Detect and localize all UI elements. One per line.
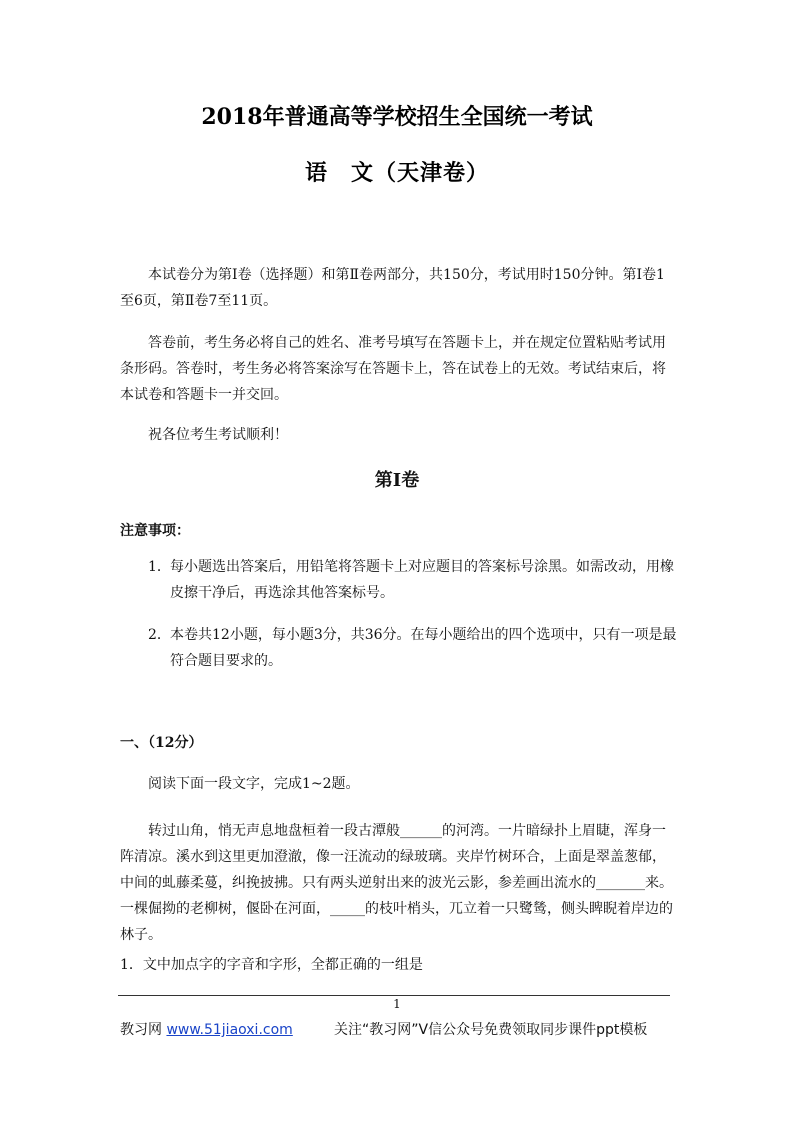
footer-brand-label: 教习网 [120,1022,162,1038]
reading-passage: 转过山角，悄无声息地盘桓着一段古潭般______的河湾。一片暗绿扑上眉睫，浑身一阵清凉。溪水到这里更加澄澈，像一汪流动的绿玻璃。夹岸竹树环合，上面是翠盖葱郁，中间的虬藤柔蔓，纠挽披拂。只有两头逆射出来的波光云影，参差画出流水的_______来。一棵倔拗的老柳树，偃卧在河面，_____的枝叶梢头，兀立着一只鹭鸶，侧头睥睨着岸边的林子。 [120,823,673,943]
section-heading: 一、（12分） [120,735,203,751]
note-number: 1． [148,559,171,575]
volume-heading: 第Ⅰ卷 [374,470,420,491]
page-number: 1 [393,997,401,1011]
footer-website-link[interactable]: www.51jiaoxi.com [166,1022,293,1038]
note-item [148,622,678,674]
exam-subtitle: 语 文（天津卷） [304,160,489,186]
footer-promo-text: 关注“教习网”V信公众号免费领取同步课件ppt模板 [334,1022,648,1038]
footer-brand [120,1019,293,1039]
note-text: 本卷共12小题，每小题3分，共36分。在每小题给出的四个选项中，只有一项是最符合题目要求的。 [170,627,677,669]
footer-divider [118,995,670,996]
intro-paragraph-2: 答卷前，考生务必将自己的姓名、准考号填写在答题卡上，并在规定位置粘贴考试用条形码。答卷时，考生务必将答案涂写在答题卡上，答在试卷上的无效。考试结束后，将本试卷和答题卡一并交回。 [120,335,666,403]
intro-paragraph-3: 祝各位考生考试顺利！ [148,427,288,443]
note-item [148,554,678,606]
note-number: 2． [148,627,171,643]
exam-title: 2018年普通高等学校招生全国统一考试 [201,104,593,130]
notes-heading: 注意事项： [120,523,190,539]
question-1: 1．文中加点字的字音和字形，全都正确的一组是 [120,957,423,973]
intro-paragraph-1: 本试卷分为第Ⅰ卷（选择题）和第Ⅱ卷两部分，共150分，考试用时150分钟。第Ⅰ卷1至6页，第Ⅱ卷7至11页。 [120,267,665,309]
note-text: 每小题选出答案后，用铅笔将答题卡上对应题目的答案标号涂黑。如需改动，用橡皮擦干净后，再选涂其他答案标号。 [170,559,674,601]
reading-instruction: 阅读下面一段文字，完成1~2题。 [148,776,360,792]
